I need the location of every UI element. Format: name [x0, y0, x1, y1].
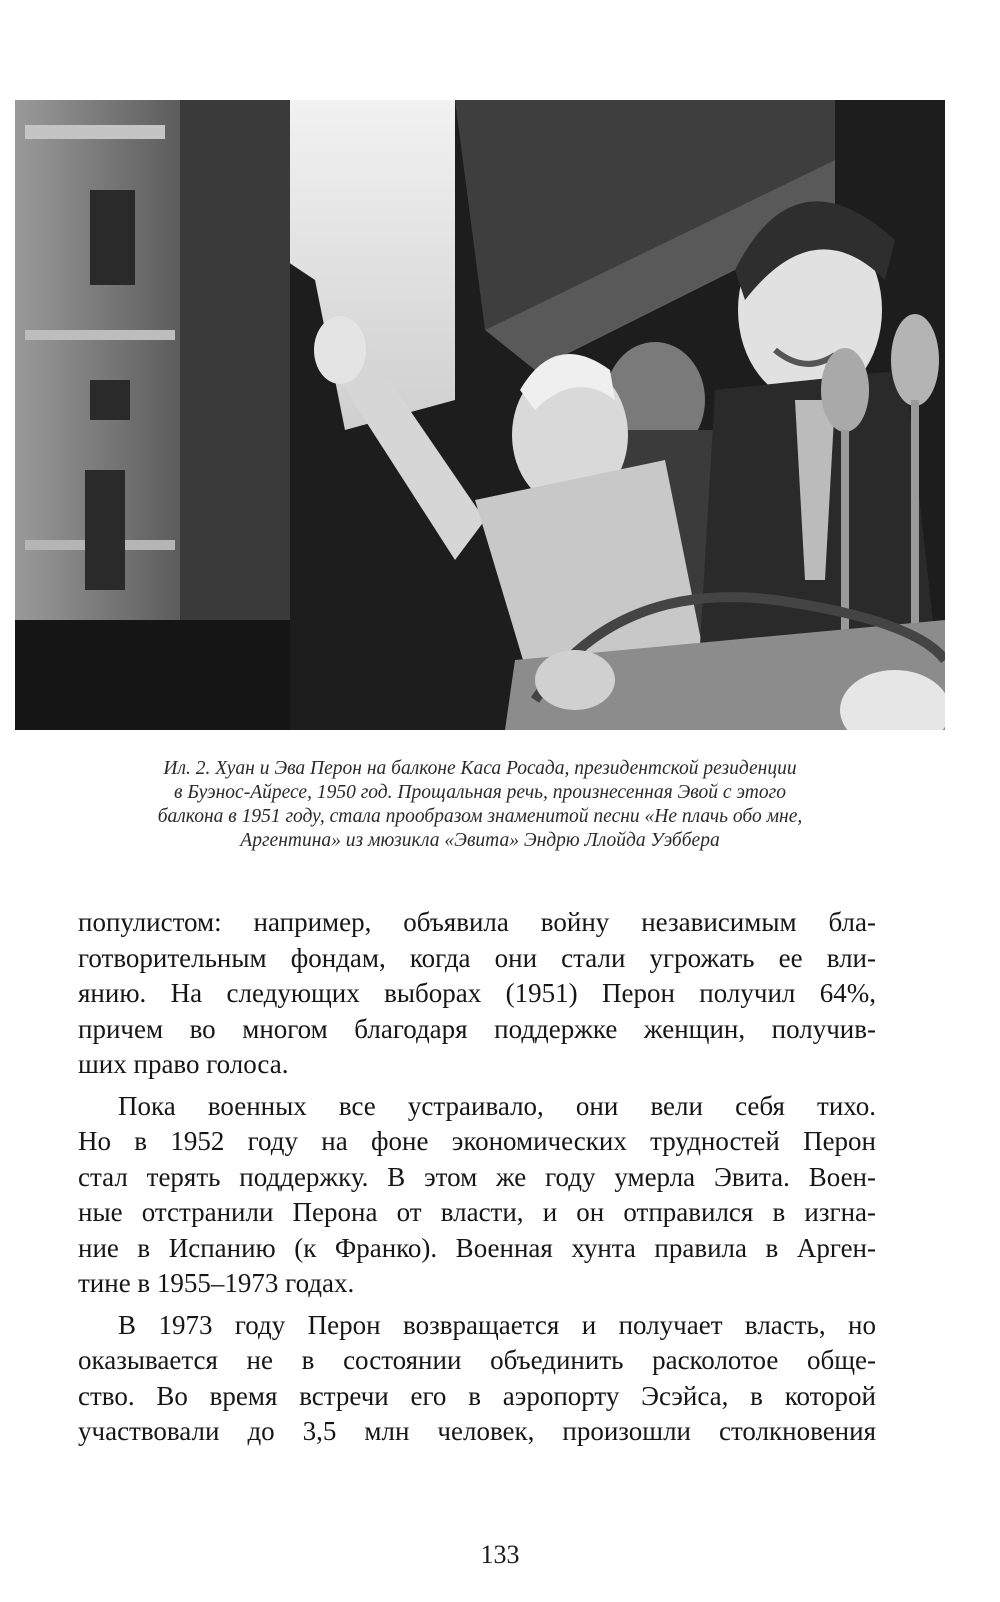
caption-line: в Буэнос-Айресе, 1950 год. Прощальная речь, произнесенная Эвой с этого [174, 782, 786, 803]
text-line: готворительным фондам, когда они стали угрожать ее вли- [78, 942, 876, 973]
paragraph [78, 1308, 876, 1450]
figure-caption [60, 757, 900, 853]
text-line: янию. На следующих выборах (1951) Перон получил 64%, [78, 978, 876, 1008]
text-line: причем во многом благодаря поддержке женщин, получив- [78, 1013, 876, 1044]
text-line: ние в Испанию (к Франко). Военная хунта правила в Арген- [78, 1232, 876, 1263]
text-line: В 1973 году Перон возвращается и получает власть, но [118, 1309, 876, 1340]
paragraph [78, 1089, 876, 1302]
text-line: ших право голоса. [78, 1049, 289, 1079]
caption-line: балкона в 1951 году, стала прообразом знаменитой песни «Не плачь обо мне, [157, 806, 803, 827]
paragraph [78, 905, 876, 1083]
text-line: ные отстранили Перона от власти, и он отправился в изгна- [78, 1197, 876, 1227]
text-line: участвовали до 3,5 млн человек, произошли столкновения [78, 1416, 876, 1446]
text-line: тине в 1955–1973 годах. [78, 1268, 355, 1298]
figure-photo [15, 100, 945, 730]
balcony-photo-image [15, 100, 945, 730]
text-line: Но в 1952 году на фоне экономических трудностей Перон [78, 1126, 876, 1156]
caption-line: Ил. 2. Хуан и Эва Перон на балконе Каса Росада, президентской резиденции [163, 758, 797, 779]
body-text [78, 905, 876, 1456]
text-line: стал терять поддержку. В этом же году умерла Эвита. Воен- [78, 1161, 876, 1192]
text-line: оказывается не в состоянии объединить расколотое обще- [78, 1345, 876, 1375]
caption-line: Аргентина» из мюзикла «Эвита» Эндрю Ллойда Уэббера [240, 830, 720, 851]
text-line: популистом: например, объявила войну независимым бла- [78, 907, 876, 937]
text-line: ство. Во время встречи его в аэропорту Эсэйса, в которой [78, 1380, 876, 1411]
text-line: Пока военных все устраивало, они вели себя тихо. [118, 1090, 876, 1121]
page-number: 133 [480, 1540, 520, 1569]
